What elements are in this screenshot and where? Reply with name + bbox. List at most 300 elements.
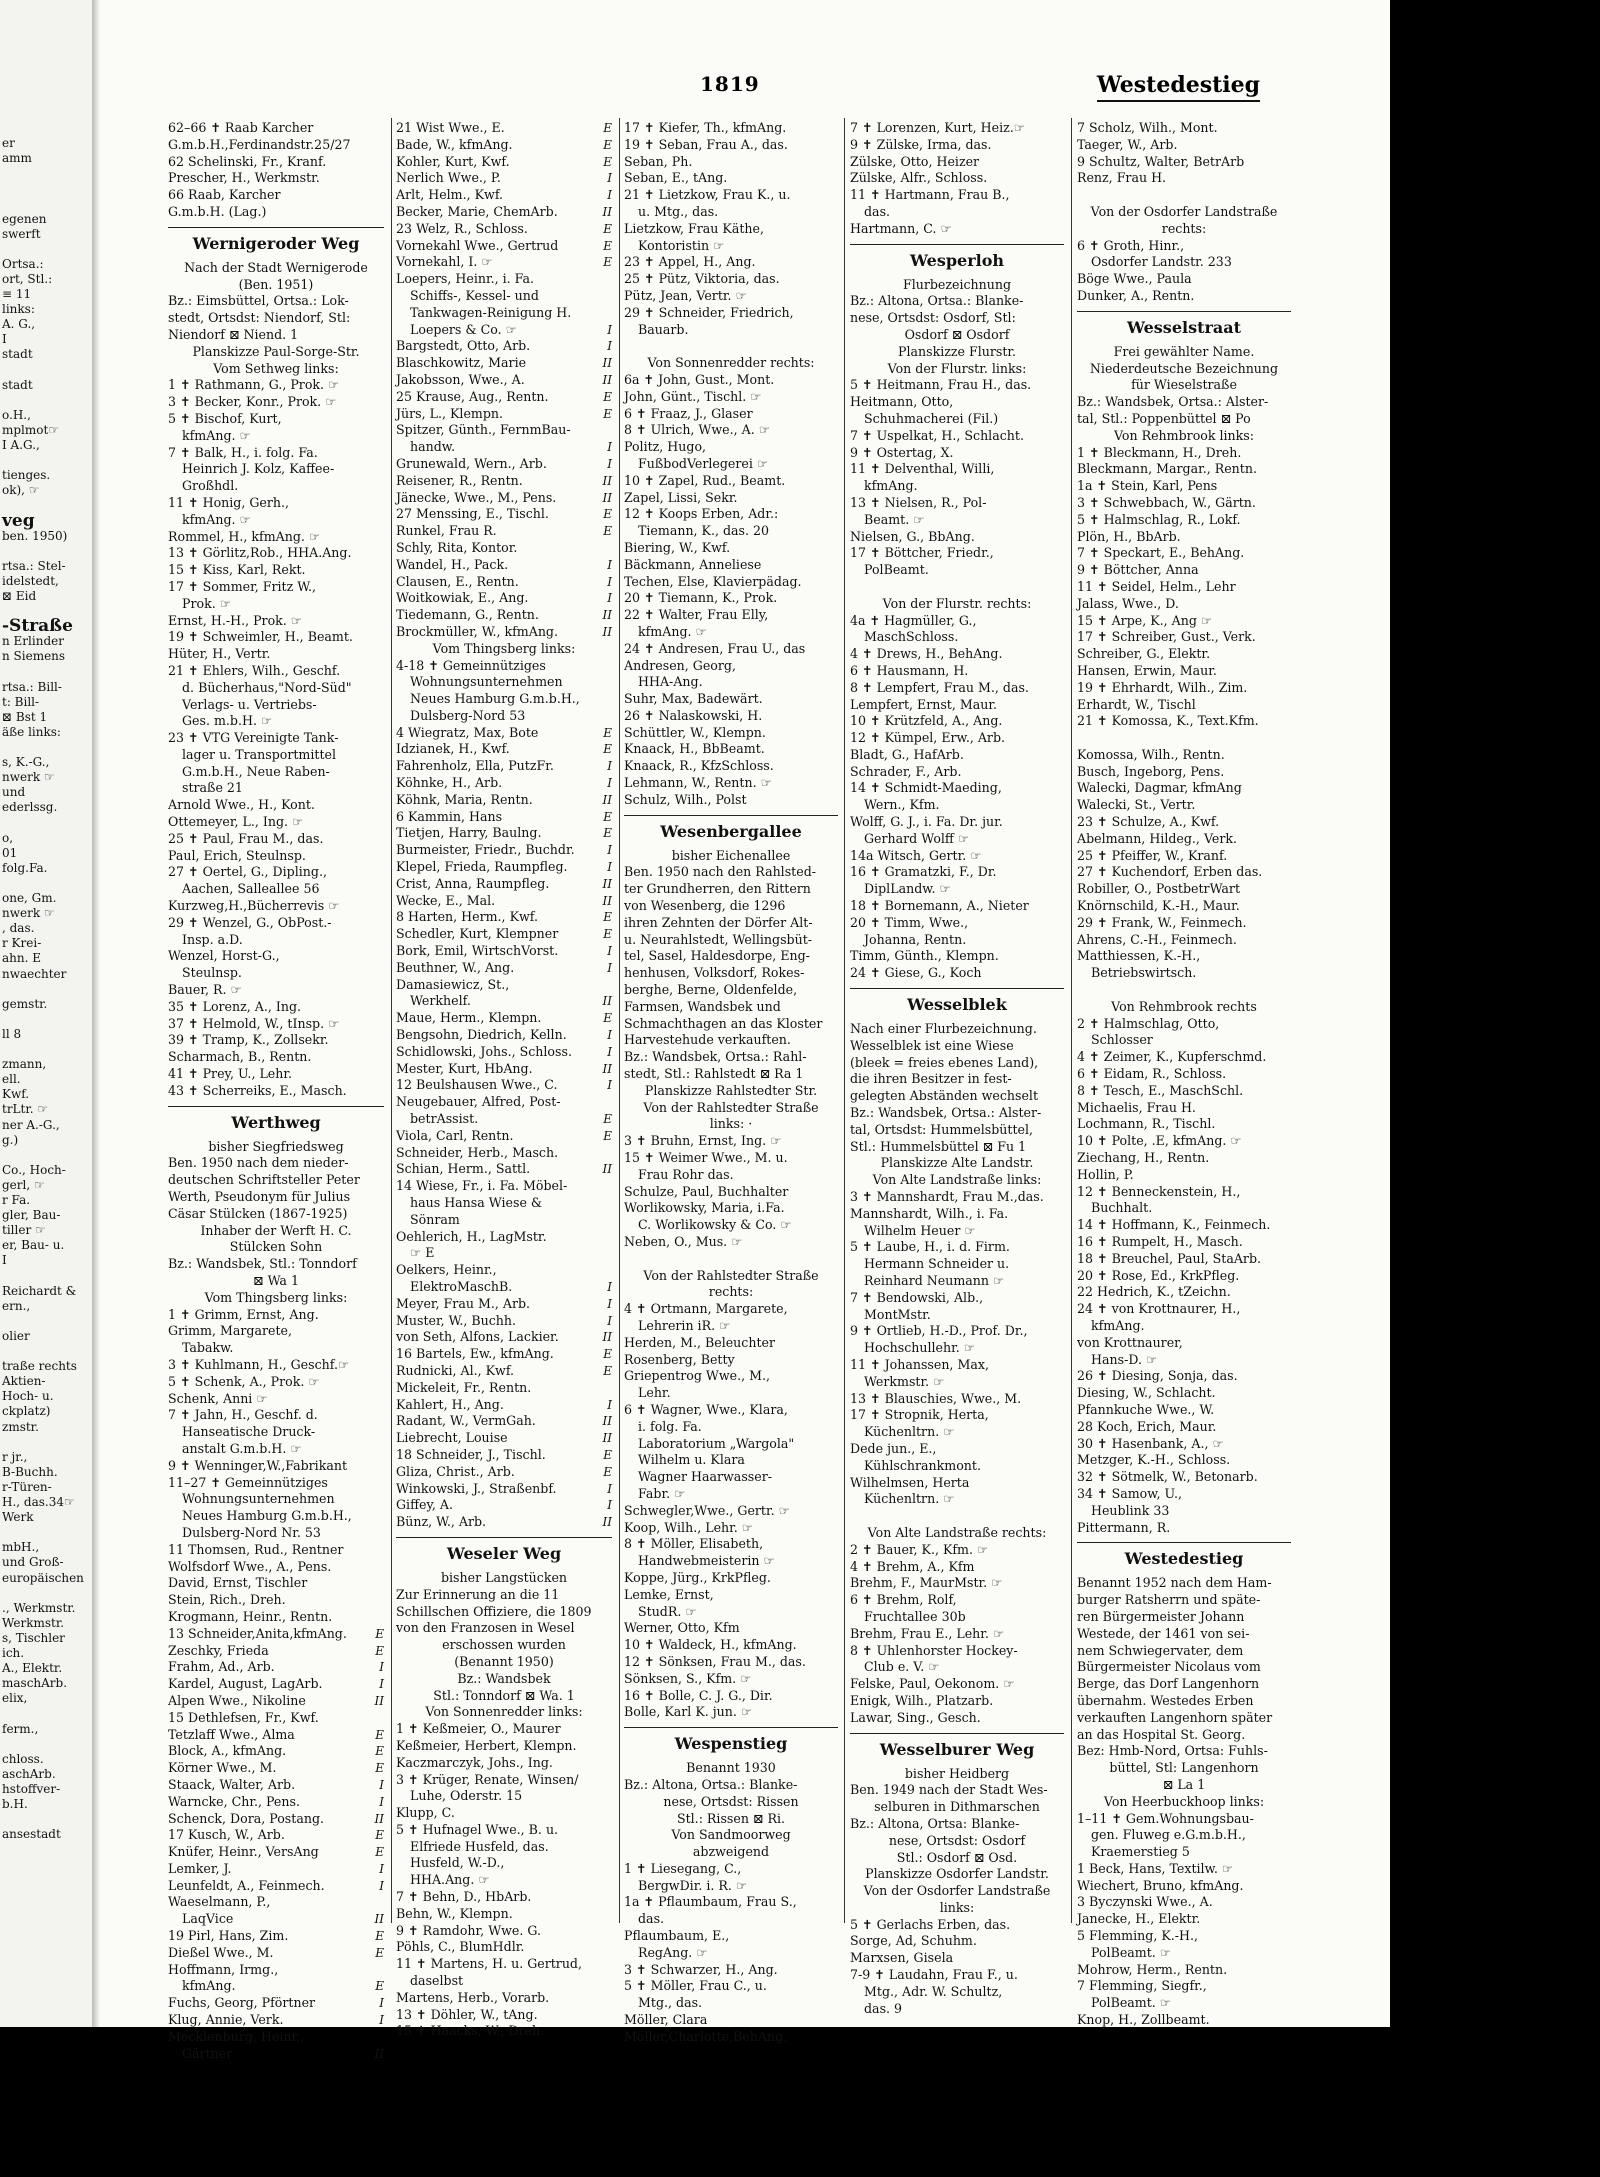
directory-line [396, 137, 612, 154]
entry-text: Bz.: Altona, Ortsa.: Blanke- [624, 1776, 798, 1792]
directory-line [396, 825, 612, 842]
floor-marker [1062, 1038, 1064, 1055]
entry-text: übernahm. Westedes Erben [1077, 1692, 1254, 1708]
entry-text: 10 ✝ Krützfeld, A., Ang. [850, 713, 1003, 729]
directory-line [1077, 1503, 1291, 1520]
entry-text: Vom Thingsberg links: [432, 640, 576, 656]
entry-text: Knörnschild, K.-H., Maur. [1077, 898, 1240, 914]
directory-line [1077, 204, 1291, 221]
directory-line [624, 898, 838, 915]
directory-line [396, 1990, 612, 2007]
floor-marker [1289, 1083, 1291, 1100]
entry-text: Suhr, Max, Badewärt. [624, 691, 763, 707]
directory-line [396, 809, 612, 826]
directory-line [396, 372, 612, 389]
floor-marker [1289, 1352, 1291, 1369]
directory-line [168, 1559, 384, 1576]
entry-text: für Wieselstraße [1131, 377, 1237, 393]
floor-marker [382, 512, 384, 529]
directory-line [168, 697, 384, 714]
entry-text: deutschen Schriftsteller Peter [168, 1172, 360, 1188]
directory-line [850, 1659, 1064, 1676]
floor-marker [610, 1229, 612, 1246]
previous-page-fragment: swerft [2, 226, 41, 241]
directory-line [850, 932, 1064, 949]
directory-line [850, 221, 1064, 238]
entry-text: Walecki, Dagmar, kfmAng [1077, 780, 1242, 796]
entry-text: 17 ✝ Sommer, Fritz W., [168, 578, 317, 594]
floor-marker [1062, 1575, 1064, 1592]
entry-text: Dede jun., E., [850, 1440, 937, 1456]
entry-text: ⊠ La 1 [1162, 1776, 1206, 1792]
street-heading [396, 1537, 612, 1570]
floor-marker [836, 1032, 838, 1049]
directory-line [168, 1894, 384, 1911]
entry-text: stedt, Ortsdst: Niendorf, Stl: [168, 310, 351, 326]
floor-marker [1289, 1100, 1291, 1117]
floor-marker [1289, 898, 1291, 915]
directory-line [850, 512, 1064, 529]
directory-line [624, 1894, 838, 1911]
entry-text: Köhnke, H., Arb. [396, 775, 503, 791]
directory-line [168, 1066, 384, 1083]
street-name: Wesselburer Weg [879, 1739, 1035, 1759]
directory-line [624, 1133, 838, 1150]
floor-marker: I [607, 456, 612, 471]
entry-text: Bade, W., kfmAng. [396, 136, 513, 152]
floor-marker [836, 574, 838, 591]
floor-marker [1062, 495, 1064, 512]
floor-marker [836, 1928, 838, 1945]
entry-text: 27 ✝ Oertel, G., Dipling., [168, 864, 327, 880]
floor-marker: E [603, 221, 612, 236]
directory-line [1077, 2012, 1291, 2029]
entry-text: 5 ✝ Halmschlag, R., Lokf. [1077, 511, 1241, 527]
entry-text: 16 ✝ Bolle, C. J. G., Dir. [624, 1687, 773, 1703]
floor-marker [610, 1956, 612, 1973]
floor-marker [1289, 1335, 1291, 1352]
entry-text: 16 ✝ Gramatzki, F., Dr. [850, 864, 997, 880]
directory-line [1077, 1626, 1291, 1643]
entry-text: Zülske, Alfr., Schloss. [850, 170, 988, 186]
entry-text: Sönram [410, 1211, 460, 1227]
floor-marker [382, 170, 384, 187]
directory-line [1077, 1167, 1291, 1184]
floor-marker [1289, 1503, 1291, 1520]
floor-marker [836, 775, 838, 792]
floor-marker: E [603, 238, 612, 253]
floor-marker [1289, 1419, 1291, 1436]
directory-line [168, 529, 384, 546]
floor-marker [1289, 1520, 1291, 1537]
directory-line [168, 1374, 384, 1391]
street-heading [1077, 311, 1291, 344]
floor-marker [1062, 1458, 1064, 1475]
directory-line [624, 1503, 838, 1520]
directory-line [624, 1827, 838, 1844]
entry-text: 43 ✝ Scherreiks, E., Masch. [168, 1082, 347, 1098]
floor-marker [836, 590, 838, 607]
previous-page-fragment: und [2, 785, 26, 800]
entry-text: 15 ✝ Haacks, W., Dreh. [396, 2023, 545, 2039]
directory-line [1077, 1945, 1291, 1962]
directory-line [396, 305, 612, 322]
directory-line [168, 1878, 384, 1895]
directory-line [168, 1844, 384, 1861]
street-heading [850, 1733, 1064, 1766]
floor-marker: I [607, 557, 612, 572]
floor-marker [836, 2012, 838, 2029]
entry-text: G.m.b.H. (Lag.) [168, 203, 267, 219]
directory-line [1077, 1676, 1291, 1693]
directory-line [624, 540, 838, 557]
directory-line [850, 1609, 1064, 1626]
entry-text: 37 ✝ Helmold, W., tInsp. ☞ [168, 1015, 340, 1031]
directory-line [396, 1061, 612, 1078]
entry-text: tal, Stl.: Poppenbüttel ⊠ Po [1077, 410, 1251, 426]
floor-marker [382, 1032, 384, 1049]
previous-page-fragment: ⊠ Eid [2, 589, 37, 603]
directory-line [1077, 764, 1291, 781]
entry-text: StudR. ☞ [638, 1603, 697, 1619]
entry-text: Stülcken Sohn [229, 1239, 323, 1255]
floor-marker [1289, 915, 1291, 932]
entry-text: 11 Thomsen, Rud., Rentner [168, 1541, 344, 1557]
directory-line [624, 864, 838, 881]
entry-text: Leunfeldt, A., Feinmech. [168, 1877, 325, 1893]
entry-text: Walecki, St., Vertr. [1077, 797, 1196, 813]
entry-text: 18 ✝ Breuchel, Paul, StaArb. [1077, 1250, 1262, 1266]
directory-line [396, 389, 612, 406]
directory-line [396, 943, 612, 960]
directory-line [624, 1620, 838, 1637]
floor-marker [1062, 1055, 1064, 1072]
entry-text: Sorge, Ad, Schuhm. [850, 1933, 977, 1949]
floor-marker: I [607, 440, 612, 455]
floor-marker: E [375, 1744, 384, 1759]
floor-marker [836, 725, 838, 742]
directory-line [396, 842, 612, 859]
entry-text: 10 ✝ Zapel, Rud., Beamt. [624, 472, 786, 488]
floor-marker [1289, 1284, 1291, 1301]
entry-text: tal, Ortsdst: Hummelsbüttel, [850, 1121, 1034, 1137]
directory-line [396, 624, 612, 641]
entry-text: DiplLandw. ☞ [864, 881, 951, 897]
entry-text: Paul, Erich, Steulnsp. [168, 847, 306, 863]
floor-marker [382, 898, 384, 915]
directory-line [624, 372, 838, 389]
directory-line [1077, 1016, 1291, 1033]
directory-line [396, 1195, 612, 1212]
directory-line [624, 1083, 838, 1100]
directory-line [850, 730, 1064, 747]
directory-line [850, 1155, 1064, 1172]
entry-text: Bladt, G., HafArb. [850, 746, 964, 762]
floor-marker [1289, 1995, 1291, 2012]
entry-text: Koop, Wilh., Lehr. ☞ [624, 1519, 754, 1535]
directory-line [624, 1570, 838, 1587]
entry-text: Neues Hamburg G.m.b.H., [182, 1508, 352, 1524]
entry-text: 4-18 ✝ Gemeinnütziges [396, 657, 546, 673]
floor-marker [836, 1894, 838, 1911]
entry-text: 9 ✝ Böttcher, Anna [1077, 562, 1199, 578]
floor-marker [1289, 1710, 1291, 1727]
entry-text: 9 ✝ Zülske, Irma, das. [850, 136, 992, 152]
directory-line [624, 1184, 838, 1201]
floor-marker [836, 1016, 838, 1033]
directory-line [624, 221, 838, 238]
entry-text: 11 ✝ Martens, H. u. Gertrud, [396, 1956, 582, 1972]
directory-line [168, 1827, 384, 1844]
directory-line [396, 641, 612, 658]
floor-marker: II [602, 356, 612, 371]
entry-text: Meyer, Frau M., Arb. [396, 1295, 531, 1311]
entry-text: Neues Hamburg G.m.b.H., [410, 691, 580, 707]
directory-line [850, 1984, 1064, 2001]
entry-text: 20 ✝ Tiemann, K., Prok. [624, 590, 778, 606]
floor-marker: II [602, 1431, 612, 1446]
entry-text: Schneider, Herb., Masch. [396, 1144, 559, 1160]
floor-marker [836, 1777, 838, 1794]
directory-line [396, 1939, 612, 1956]
floor-marker: II [374, 1811, 384, 1826]
entry-text: 27 ✝ Kuchendorf, Erben das. [1077, 864, 1263, 880]
directory-line [624, 1520, 838, 1537]
directory-line [624, 1436, 838, 1453]
floor-marker [610, 977, 612, 994]
directory-line [168, 545, 384, 562]
previous-page-fragment: er, Bau- u. [2, 1238, 65, 1253]
floor-marker [610, 1839, 612, 1856]
directory-line [624, 1335, 838, 1352]
previous-page-fragment: s, Tischler [2, 1630, 65, 1645]
directory-line [396, 574, 612, 591]
entry-text: Böge Wwe., Paula [1077, 271, 1192, 287]
directory-line [1077, 1643, 1291, 1660]
entry-text: Wagner Haarwasser- [638, 1469, 772, 1485]
directory-line [624, 1794, 838, 1811]
directory-line [624, 154, 838, 171]
entry-text: Clausen, E., Rentn. [396, 573, 519, 589]
directory-line [1077, 154, 1291, 171]
entry-text: straße 21 [182, 780, 243, 796]
directory-line [850, 1950, 1064, 1967]
entry-text: Muster, W., Buchh. [396, 1312, 517, 1328]
floor-marker [382, 1340, 384, 1357]
running-head: Westedestieg [1097, 72, 1260, 102]
floor-marker [1062, 221, 1064, 238]
entry-text: u. Mtg., das. [638, 203, 719, 219]
entry-text: Fuchs, Georg, Pförtner [168, 1995, 316, 2011]
floor-marker [382, 680, 384, 697]
directory-line [850, 1850, 1064, 1867]
floor-marker [1289, 1844, 1291, 1861]
directory-line [1077, 187, 1291, 204]
directory-line [168, 1407, 384, 1424]
directory-line [850, 1105, 1064, 1122]
floor-marker [1062, 713, 1064, 730]
directory-line [168, 932, 384, 949]
entry-text: Jänecke, Wwe., M., Pens. [396, 489, 557, 505]
floor-marker [382, 461, 384, 478]
directory-line [1077, 831, 1291, 848]
entry-text: Damasiewicz, St., [396, 976, 510, 992]
floor-marker: II [602, 1162, 612, 1177]
entry-text: 62–66 ✝ Raab Karcher [168, 120, 314, 135]
floor-marker: E [375, 1929, 384, 1944]
floor-marker [1289, 1945, 1291, 1962]
entry-text: Planskizze Rahlstedter Str. [644, 1082, 818, 1098]
directory-line [168, 1911, 384, 1928]
entry-text: 7 Scholz, Wilh., Mont. [1077, 120, 1218, 135]
entry-text: Brehm, Frau E., Lehr. ☞ [850, 1625, 1005, 1641]
floor-marker [382, 1894, 384, 1911]
floor-marker [1289, 1962, 1291, 1979]
entry-text: das. 9 [864, 2000, 903, 2016]
entry-text: 6 ✝ Eidam, R., Schloss. [1077, 1066, 1227, 1082]
entry-text: Pflaumbaum, E., [624, 1928, 730, 1944]
floor-marker [1062, 948, 1064, 965]
entry-text: 22 ✝ Walter, Frau Elly, [624, 607, 769, 623]
directory-line [624, 1469, 838, 1486]
floor-marker [1062, 1710, 1064, 1727]
floor-marker: E [603, 1363, 612, 1378]
floor-marker [382, 1441, 384, 1458]
entry-text: 3 ✝ Schwebbach, W., Gärtn. [1077, 494, 1256, 510]
floor-marker [1062, 1256, 1064, 1273]
directory-line [1077, 1200, 1291, 1217]
entry-text: Wohnungsunternehmen [410, 674, 563, 690]
floor-marker [1062, 730, 1064, 747]
floor-marker [382, 814, 384, 831]
entry-text: Wandel, H., Pack. [396, 556, 509, 572]
directory-line [1077, 1318, 1291, 1335]
directory-line [624, 1553, 838, 1570]
entry-text: Von der Flurstr. links: [887, 360, 1027, 376]
directory-line [1077, 411, 1291, 428]
floor-marker [1062, 1239, 1064, 1256]
entry-text: Von Alte Landstraße rechts: [867, 1524, 1047, 1540]
entry-text: Wern., Kfm. [864, 797, 940, 813]
entry-text: RegAng. ☞ [638, 1944, 708, 1960]
floor-marker [1289, 814, 1291, 831]
floor-marker [836, 1637, 838, 1654]
previous-page-fragment: Werkmstr. [2, 1615, 65, 1630]
floor-marker [610, 288, 612, 305]
floor-marker: II [374, 2046, 384, 2061]
entry-text: Hansen, Erwin, Maur. [1077, 662, 1217, 678]
directory-line [396, 1413, 612, 1430]
entry-text: 4 ✝ Brehm, A., Kfm [850, 1558, 975, 1574]
entry-text: bisher Langstücken [440, 1569, 568, 1585]
directory-line [624, 204, 838, 221]
directory-line [624, 355, 838, 372]
directory-line [1077, 932, 1291, 949]
floor-marker [836, 1301, 838, 1318]
directory-line [850, 1424, 1064, 1441]
directory-line [396, 1839, 612, 1856]
floor-marker [836, 1133, 838, 1150]
street-name: Weseler Weg [446, 1543, 562, 1563]
floor-marker: E [375, 1845, 384, 1860]
entry-text: Renz, Frau H. [1077, 170, 1167, 186]
directory-line [1077, 1575, 1291, 1592]
floor-marker [1289, 2012, 1291, 2029]
previous-page-fragment: s, K.-G., [2, 755, 50, 770]
entry-text: Schillschen Offiziere, die 1809 [396, 1603, 592, 1619]
entry-text: Maue, Herm., Klempn. [396, 1010, 542, 1026]
directory-line [168, 915, 384, 932]
entry-text: 13 ✝ Nielsen, R., Pol- [850, 494, 987, 510]
previous-page-fragment: H., das.34☞ [2, 1495, 75, 1509]
directory-line [1077, 1352, 1291, 1369]
entry-text: tel, Sasel, Haldesdorpe, Eng- [624, 948, 810, 964]
floor-marker [1062, 1693, 1064, 1710]
entry-text: 20 ✝ Rose, Ed., KrkPfleg. [1077, 1267, 1240, 1283]
directory-line [396, 607, 612, 624]
entry-text: Planskizze Paul-Sorge-Str. [192, 343, 360, 359]
directory-line [624, 1402, 838, 1419]
entry-text: Timm, Günth., Klempn. [850, 948, 999, 964]
previous-page-fragment: gerl, ☞ [2, 1177, 45, 1192]
directory-line [396, 775, 612, 792]
directory-line [624, 965, 838, 982]
floor-marker: E [603, 137, 612, 152]
entry-text: 21 ✝ Komossa, K., Text.Kfm. [1077, 713, 1259, 729]
entry-text: Nach der Stadt Wernigerode [184, 259, 368, 275]
floor-marker [382, 999, 384, 1016]
floor-marker [1289, 1318, 1291, 1335]
directory-line [1077, 1032, 1291, 1049]
floor-marker [1062, 377, 1064, 394]
entry-text: links: [939, 1899, 975, 1915]
directory-line [850, 1799, 1064, 1816]
floor-marker: I [379, 1677, 384, 1692]
previous-page-fragment: I [2, 332, 7, 347]
directory-line [396, 1620, 612, 1637]
entry-text: abzweigend [692, 1844, 770, 1860]
floor-marker [836, 932, 838, 949]
floor-marker [1289, 1659, 1291, 1676]
directory-line [624, 775, 838, 792]
entry-text: 19 ✝ Ehrhardt, Wilh., Zim. [1077, 679, 1248, 695]
entry-text: Winkowski, J., Straßenbf. [396, 1480, 557, 1496]
entry-text: Handwebmeisterin ☞ [638, 1553, 775, 1569]
directory-line [396, 859, 612, 876]
entry-text: 3 ✝ Schwarzer, H., Ang. [624, 1961, 778, 1977]
directory-line [850, 545, 1064, 562]
entry-text: Diesing, W., Schlacht. [1077, 1385, 1216, 1401]
street-name: Wesselblek [907, 995, 1007, 1015]
entry-text: Politz, Hugo, [624, 439, 707, 455]
entry-text: Pöhls, C., BlumHdlr. [396, 1939, 525, 1955]
floor-marker [836, 238, 838, 255]
floor-marker [1062, 1609, 1064, 1626]
directory-line [396, 473, 612, 490]
floor-marker [1289, 254, 1291, 271]
directory-line [168, 1811, 384, 1828]
directory-line [1077, 1609, 1291, 1626]
entry-text: 10 ✝ Polte, .E, kfmAng. ☞ [1077, 1133, 1242, 1149]
directory-line [396, 170, 612, 187]
entry-text: Osdorfer Landstr. 233 [1091, 254, 1232, 270]
floor-marker [836, 120, 838, 137]
entry-text: Inhaber der Werft H. C. [200, 1222, 352, 1238]
entry-text: 5 Flemming, K.-H., [1077, 1928, 1198, 1944]
entry-text: (bleek = freies ebenes Land), [850, 1054, 1039, 1070]
directory-line [168, 613, 384, 630]
previous-page-fragment: nwerk ☞ [2, 906, 55, 921]
